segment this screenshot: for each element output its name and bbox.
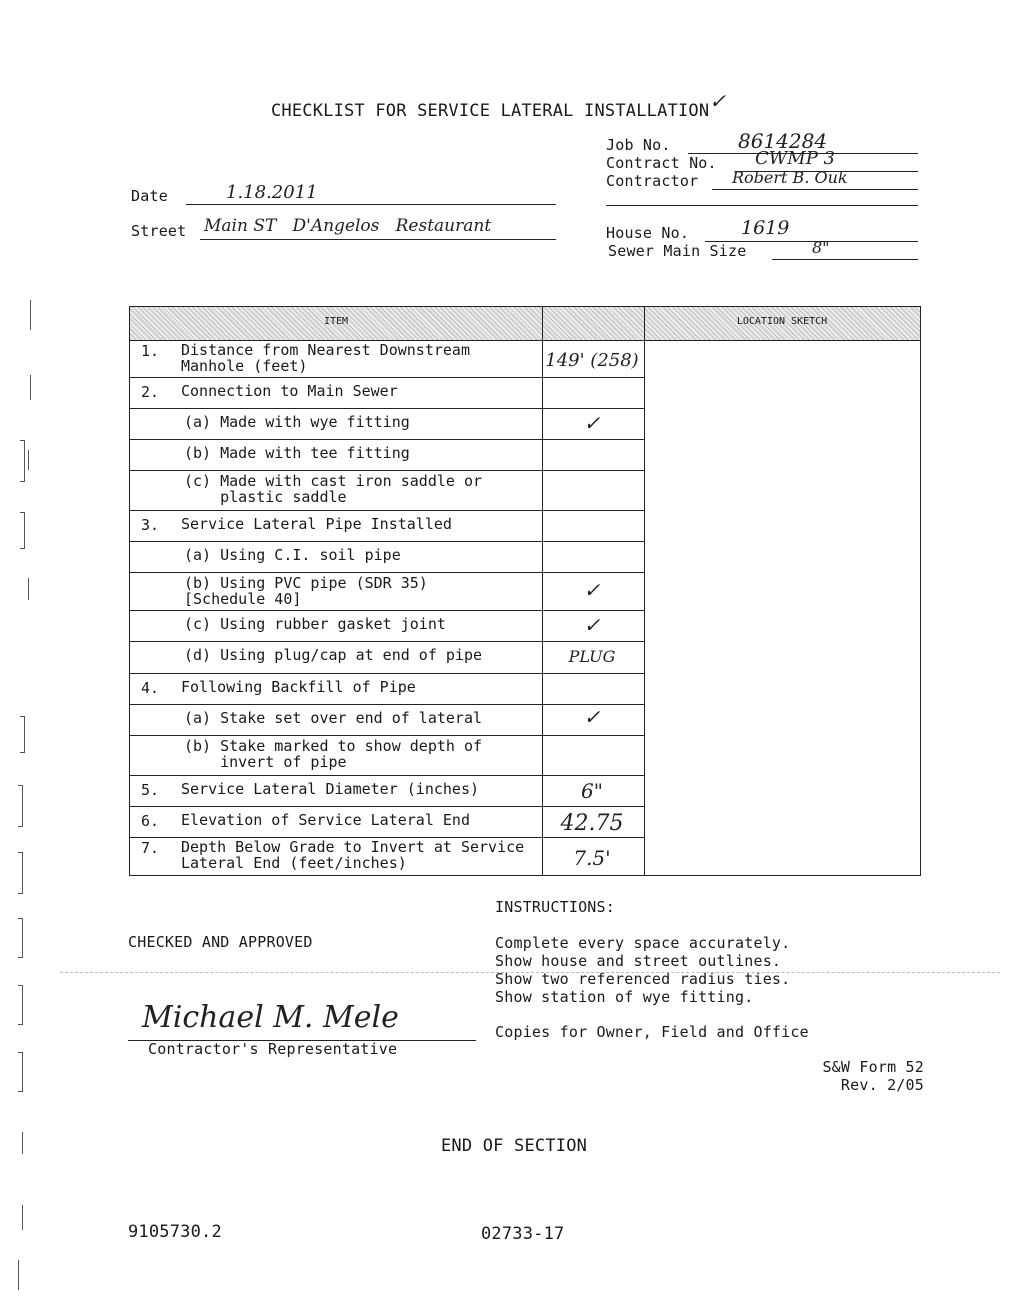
table-row <box>130 642 644 674</box>
table-row <box>130 511 644 542</box>
row-number: 1. <box>141 342 160 360</box>
checklist-table <box>129 306 921 876</box>
house-no-value: 1619 <box>741 217 790 239</box>
row-answer: 149' (258) <box>545 350 639 371</box>
row-text: (c) Using rubber gasket joint <box>184 615 446 633</box>
job-no-label: Job No. <box>606 136 671 154</box>
street-value: Main ST D'Angelos Restaurant <box>204 216 492 236</box>
table-row <box>130 409 644 440</box>
table-row <box>130 573 644 611</box>
row-number: 6. <box>141 812 160 830</box>
document-number: 9105730.2 <box>128 1222 222 1242</box>
table-row <box>130 440 644 471</box>
row-answer: 6" <box>581 779 603 803</box>
table-row <box>130 807 644 838</box>
row-answer: PLUG <box>568 647 616 666</box>
table-row <box>130 378 644 409</box>
row-text: (b) Stake marked to show depth of invert of pipe <box>184 737 483 771</box>
table-row <box>130 471 644 511</box>
row-number: 2. <box>141 383 160 401</box>
street-field <box>200 216 556 240</box>
date-field <box>186 182 556 205</box>
checked-approved-label: CHECKED AND APPROVED <box>128 933 313 951</box>
row-answer: 42.75 <box>560 811 624 836</box>
instruction-line: Show house and street outlines. <box>495 952 782 970</box>
signature-line <box>128 1000 476 1041</box>
table-row <box>130 611 644 642</box>
instruction-copies: Copies for Owner, Field and Office <box>495 1023 809 1041</box>
end-of-section: END OF SECTION <box>441 1136 588 1156</box>
job-no-value: 8614284 <box>738 129 828 153</box>
scan-fold-line <box>60 972 1000 973</box>
sewer-main-field <box>772 238 918 260</box>
row-text: (a) Using C.I. soil pipe <box>184 546 401 564</box>
instruction-line: Complete every space accurately. <box>495 934 791 952</box>
contractor-value: Robert B. Ouk <box>732 168 848 187</box>
date-label: Date <box>131 187 168 205</box>
row-number: 5. <box>141 781 160 799</box>
row-text: Service Lateral Diameter (inches) <box>181 780 480 798</box>
location-sketch-area <box>646 342 920 875</box>
instruction-line: Show two referenced radius ties. <box>495 970 791 988</box>
house-no-label: House No. <box>606 224 690 242</box>
title-text: CHECKLIST FOR SERVICE LATERAL INSTALLATION <box>271 101 710 121</box>
header-item: ITEM <box>323 316 349 327</box>
contract-no-label: Contract No. <box>606 154 717 172</box>
row-text: Connection to Main Sewer <box>181 382 398 400</box>
contractor-label: Contractor <box>606 172 699 190</box>
row-text: Service Lateral Pipe Installed <box>181 515 452 533</box>
row-text: (a) Stake set over end of lateral <box>184 709 483 727</box>
row-answer: ✓ <box>583 613 601 637</box>
page-title <box>271 89 727 121</box>
table-header <box>130 307 920 341</box>
contract-no-value: CWMP 3 <box>755 148 835 169</box>
table-row <box>130 674 644 705</box>
signature: Michael M. Mele <box>142 1000 399 1035</box>
form-revision: Rev. 2/05 <box>840 1076 924 1094</box>
row-text: (b) Using PVC pipe (SDR 35) [Schedule 40] <box>184 574 428 608</box>
table-row <box>130 705 644 736</box>
table-row <box>130 736 644 776</box>
row-text: Distance from Nearest Downstream Manhole (feet) <box>181 341 470 375</box>
table-row <box>130 838 644 875</box>
row-answer: ✓ <box>583 578 601 602</box>
row-answer: 7.5' <box>573 846 611 870</box>
page-number: 02733-17 <box>481 1224 565 1244</box>
contractor-extra-line <box>606 188 918 206</box>
header-location-sketch: LOCATION SKETCH <box>736 316 828 327</box>
row-text: Depth Below Grade to Invert at Service Lateral End (feet/inches) <box>181 838 525 872</box>
contractor-rep-label: Contractor's Representative <box>148 1040 398 1058</box>
table-row <box>130 542 644 573</box>
row-number: 4. <box>141 679 160 697</box>
instruction-line: Show station of wye fitting. <box>495 988 754 1006</box>
title-checkmark: ✓ <box>709 89 727 113</box>
street-label: Street <box>131 222 187 240</box>
instructions-heading: INSTRUCTIONS: <box>495 898 615 916</box>
row-text: (b) Made with tee fitting <box>184 444 410 462</box>
form-number: S&W Form 52 <box>822 1058 924 1076</box>
column-divider-answer <box>644 307 645 875</box>
row-text: Elevation of Service Lateral End <box>181 811 470 829</box>
row-answer: ✓ <box>583 705 601 729</box>
row-number: 3. <box>141 516 160 534</box>
row-answer: ✓ <box>583 411 601 435</box>
row-text: (a) Made with wye fitting <box>184 413 410 431</box>
row-text: Following Backfill of Pipe <box>181 678 416 696</box>
row-text: (d) Using plug/cap at end of pipe <box>184 646 483 664</box>
table-row <box>130 776 644 807</box>
date-value: 1.18.2011 <box>226 182 318 203</box>
row-text: (c) Made with cast iron saddle or plastic saddle <box>184 472 483 506</box>
sewer-main-label: Sewer Main Size <box>608 242 747 260</box>
row-number: 7. <box>141 839 160 857</box>
sewer-main-value: 8" <box>812 238 830 257</box>
table-row <box>130 340 644 378</box>
